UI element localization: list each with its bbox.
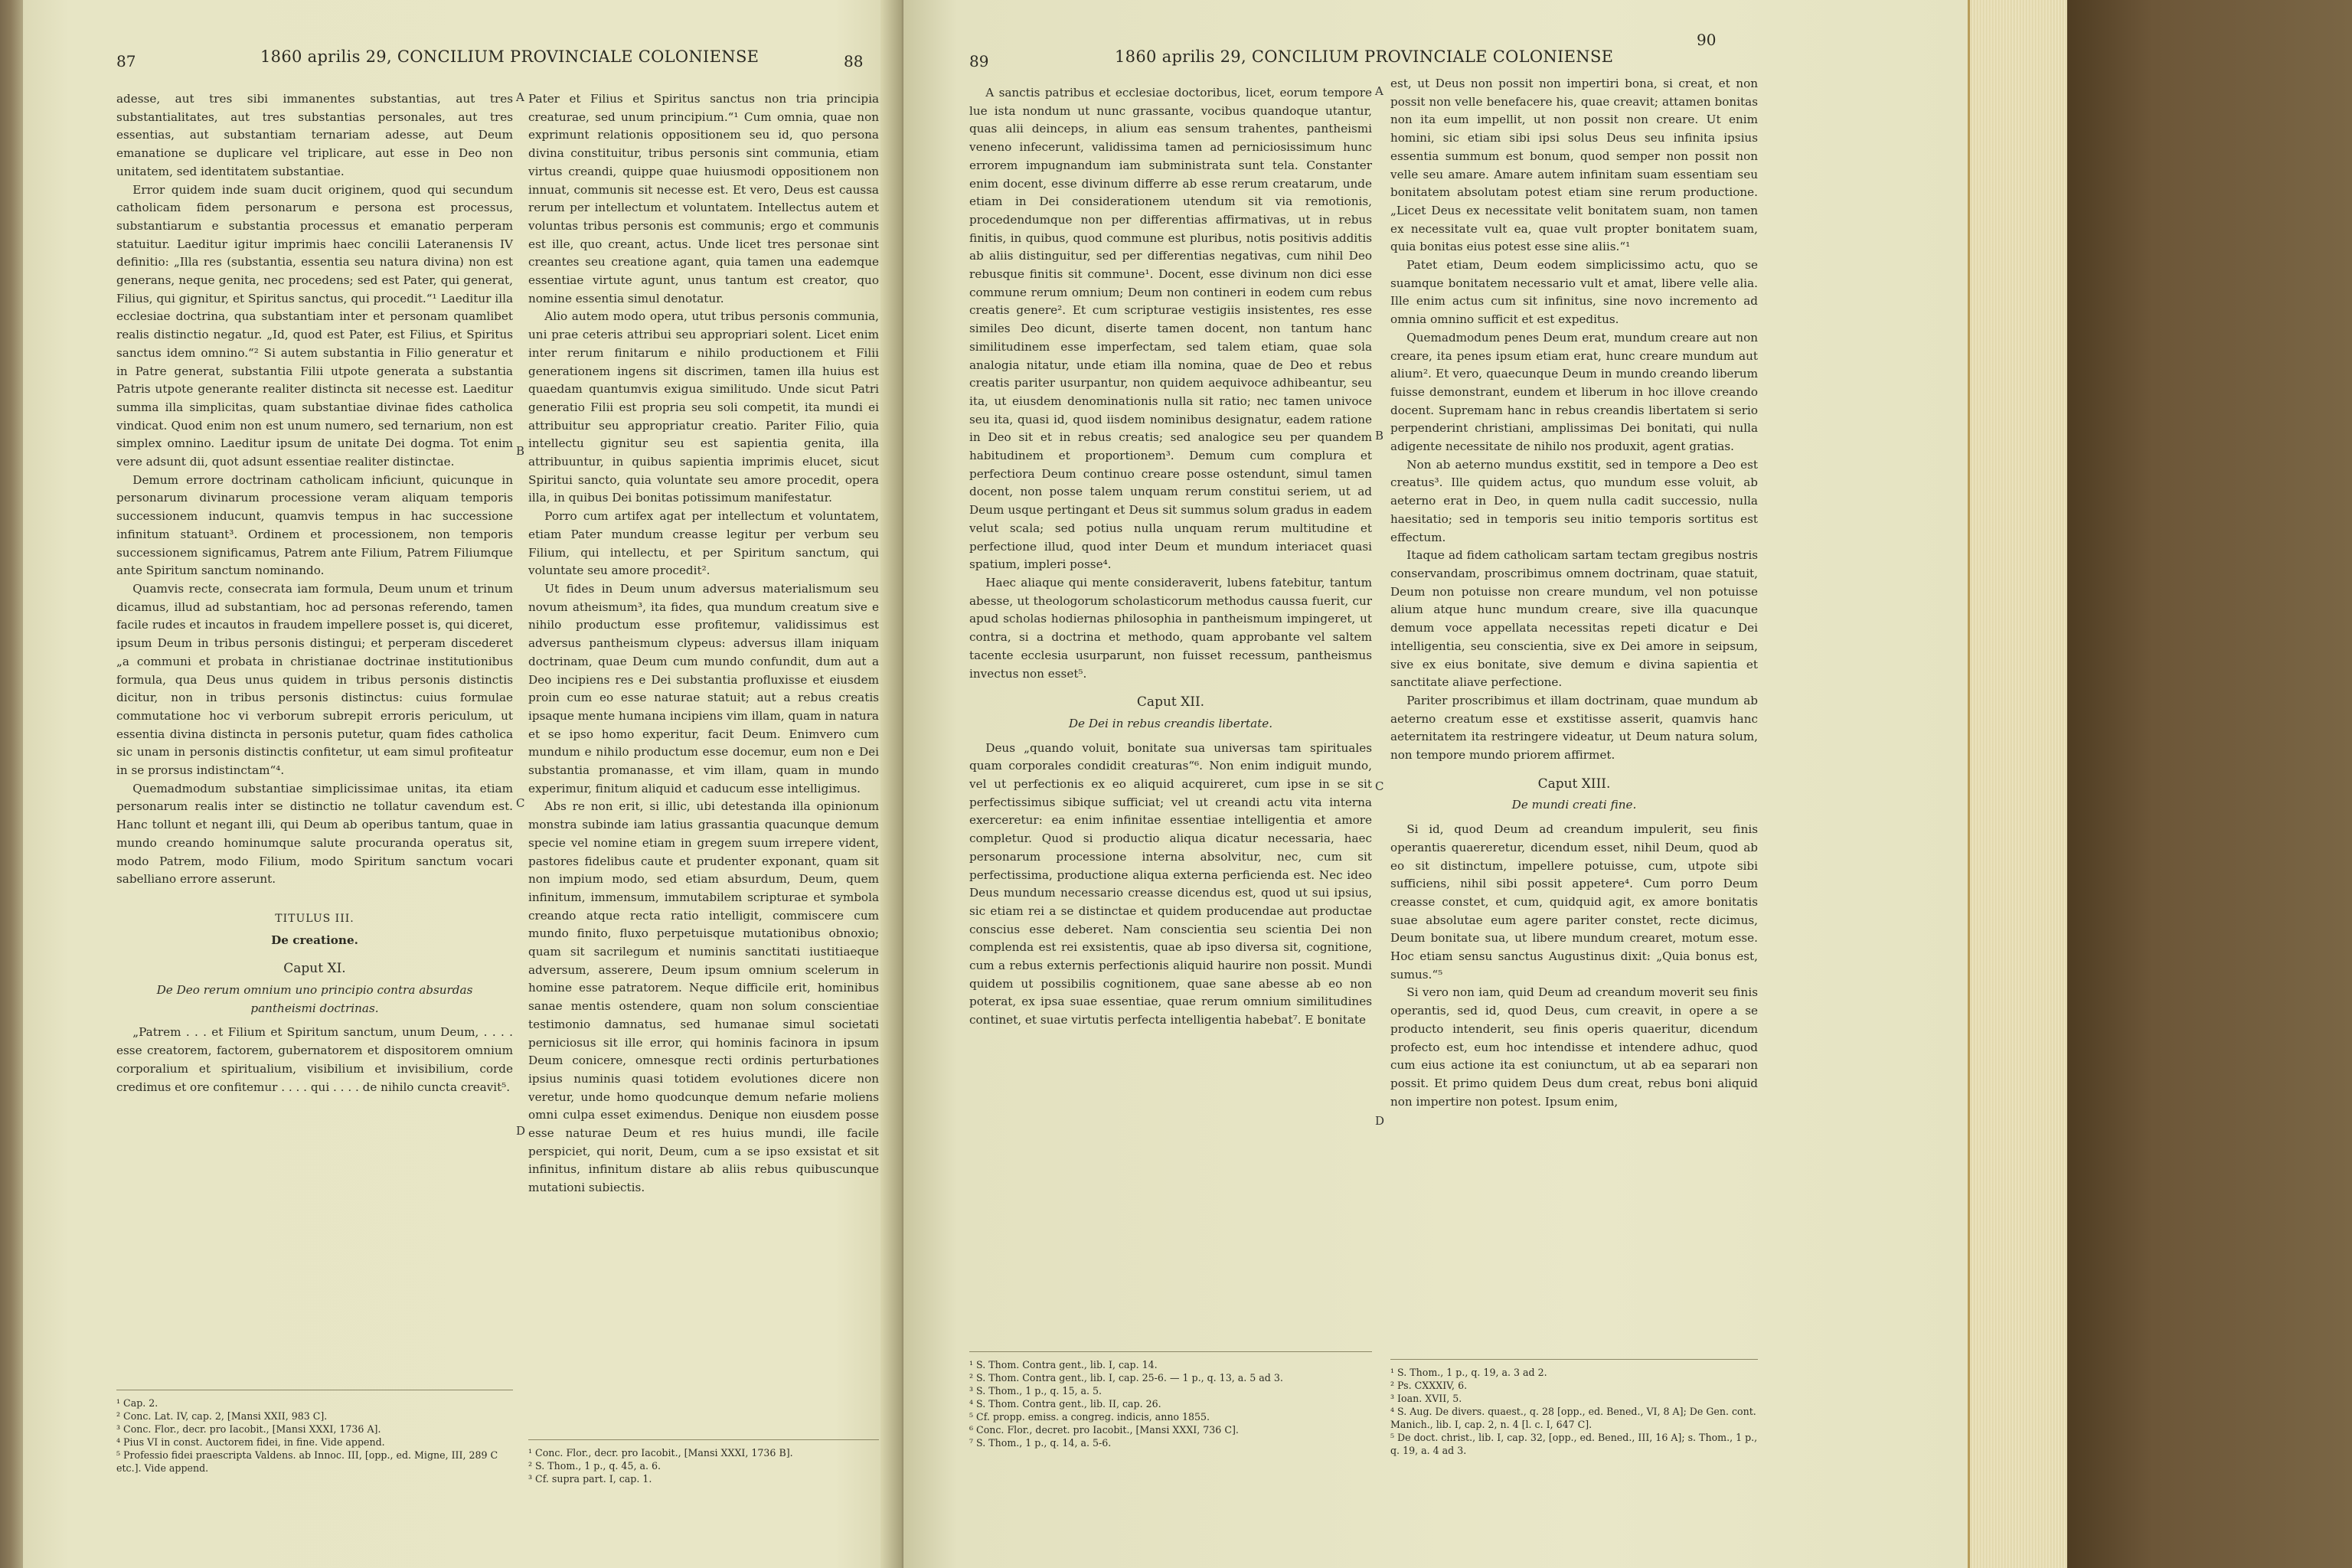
page-number: 87: [116, 52, 136, 70]
paragraph: Non ab aeterno mundus exstitit, sed in tempore a Deo est creatus³. Ille quidem actus, quo mundum esse voluit, ab aeterno erat in Deo, in quem nulla cadit successio, nulla haesitatio; sed in temporis seu initio temporis sortitus est effectum.: [1390, 457, 1758, 544]
paragraph: „Patrem . . . et Filium et Spiritum sanctum, unum Deum, . . . . esse creatorem, factorem, gubernatorem et dispositorem omnium corporalium et spiritualium, visibilium et invisibilium, corde credimus et ore confitemur . . . . qui . . . . de nihilo cuncta creavit⁵.: [116, 1025, 513, 1094]
right-page: [903, 0, 1968, 1568]
caput-heading: Caput XII.: [1136, 694, 1205, 710]
footnote: ⁶ Conc. Flor., decret. pro Iacobit., [Mansi XXXI, 736 C].: [969, 1424, 1239, 1436]
paragraph: Porro cum artifex agat per intellectum et voluntatem, etiam Pater mundum creasse legitur per verbum seu Filium, qui intellectu, et per Spiritum sanctum, qui voluntate seu amore procedit².: [528, 509, 879, 578]
footnote: ³ S. Thom., 1 p., q. 15, a. 5.: [969, 1385, 1102, 1396]
margin-letter: C: [1375, 779, 1384, 793]
paragraph: Demum errore doctrinam catholicam inficiunt, quicunque in personarum divinarum processione veram aliquam temporis successionem inducunt, quamvis tempus in hac successione infinitum statuant³. Ordinem et processionem, non temporis successionem significamus, Patrem ante Filium, Patrem Filiumque ante Spiritum sanctum nominando.: [116, 472, 513, 578]
text-column-2: [528, 90, 879, 1197]
left-page: [23, 0, 896, 1568]
paragraph: Quamvis recte, consecrata iam formula, Deum unum et trinum dicamus, illud ad substantiam, hoc ad personas referendo, tamen facile rudes et incautos in fraudem impellere posset is, qui diceret, ipsum Deum in tribus personis distingui; et perperam discederet „a communi et probata in christianae doctrinae institutionibus formula, qua Deus unus quidem in tribus personis distinctis dicitur, non in tribus personis distinctus: cuius formulae commutatione hoc vi verborum subrepit erroris periculum, ut essentia divina distincta in personis putetur, quam fides catholica sic unam in personis distinctis confitetur, ut eam simul profiteatur in se prorsus indistinctam“⁴.: [116, 581, 513, 778]
page-number: 88: [844, 52, 864, 70]
caput-subheading: De Dei in rebus creandis libertate.: [1068, 716, 1273, 730]
paragraph: Pariter proscribimus et illam doctrinam, quae mundum ab aeterno creatum esse et exstitisse asserit, quamvis hanc aeternitatem ita restringere videatur, ut Deum natura solum, non tempore mundo priorem affirmet.: [1390, 693, 1758, 763]
titulus-heading: TITULUS III.: [275, 912, 354, 925]
page-number: 90: [1697, 31, 1717, 49]
paragraph: Si vero non iam, quid Deum ad creandum moverit seu finis operantis, sed id, quod Deus, cum creavit, in opere a se producto intenderit, seu finis operis quaeritur, dicendum profecto est, eum hoc intendisse et intendere adhuc, quod cum eius actione ita est coniunctum, ut ab ea separari non possit. Et primo quidem Deus dum creat, rebus boni aliquid non impertire non potest. Ipsum enim,: [1390, 985, 1758, 1109]
footnotes: [1390, 1359, 1758, 1457]
caput-heading: Caput XIII.: [1537, 776, 1611, 792]
caput-subheading: De Deo rerum omnium uno principio contra absurdas pantheismi doctrinas.: [156, 983, 473, 1015]
margin-letter: C: [516, 796, 525, 810]
footnote: ² Conc. Lat. IV, cap. 2, [Mansi XXII, 983 C].: [116, 1410, 328, 1422]
running-head: 1860 aprilis 29, CONCILIUM PROVINCIALE COLONIENSE: [1115, 47, 1614, 66]
paragraph: Quemadmodum penes Deum erat, mundum creare aut non creare, ita penes ipsum etiam erat, hunc creare mundum aut alium². Et vero, quaecunque Deum in mundo creando liberum fuisse demonstrant, eundem et liberum in hoc illove creando docent. Supremam hanc in rebus creandis libertatem si serio perpenderint christiani, amplissimas Dei bonitati, qui nulla adigente necessitate de nihilo nos produxit, agent gratias.: [1390, 330, 1758, 454]
paragraph: Quemadmodum substantiae simplicissimae unitas, ita etiam personarum realis inter se distinctio ne tollatur cavendum est. Hanc tollunt et negant illi, qui Deum ab operibus tantum, quae in mundo creando hominumque salute procuranda operatus sit, modo Patrem, modo Filium, modo Spiritum sanctum vocari sabelliano errore asserunt.: [116, 781, 513, 887]
footnote: ⁴ S. Aug. De divers. quaest., q. 28 [opp., ed. Bened., VI, 8 A]; De Gen. cont. Manich., lib. I, cap. 2, n. 4 [l. c. I, 647 C].: [1390, 1406, 1756, 1430]
titulus-subheading: De creatione.: [271, 933, 358, 947]
footnote: ⁴ S. Thom. Contra gent., lib. II, cap. 26.: [969, 1398, 1161, 1410]
footnote: ² S. Thom., 1 p., q. 45, a. 6.: [528, 1460, 661, 1472]
margin-letter: A: [1375, 84, 1383, 98]
paragraph: Error quidem inde suam ducit originem, quod qui secundum catholicam fidem personarum e persona est processus, substantiarum e substantia processus et emanatio perperam statuitur. Laeditur igitur imprimis haec concilii Lateranensis IV definitio: „Illa res (substantia, essentia seu natura divina) non est generans, neque genita, nec procedens; sed est Pater, qui generat, Filius, qui gignitur, et Spiritus sanctus, qui procedit.“¹ Laeditur illa ecclesiae doctrina, qua substantiam inter et personam quamlibet realis distinctio negatur. „Id, quod est Pater, est Filius, et Spiritus sanctus idem omnino.“² Si autem substantia in Filio generatur et in Patre generat, substantia Filii utpote generata a substantia Patris utpote generante realiter distincta sit necesse est. Laeditur summa illa simplicitas, quam substantiae divinae fides catholica vindicat. Quod enim non est unum numero, sed ternarium, non est simplex omnino. Laeditur ipsum de unitate Dei dogma. Tot enim vere adsunt dii, quot adsunt essentiae realiter distinctae.: [116, 182, 513, 469]
book-cover-edge: [2067, 0, 2352, 1568]
paragraph: Patet etiam, Deum eodem simplicissimo actu, quo se suamque bonitatem necessario vult et amat, libere velle alia. Ille enim actus cum sit infinitus, sine novo incremento ad omnia omnino sufficit et est expeditus.: [1390, 258, 1758, 327]
footnote: ¹ Conc. Flor., decr. pro Iacobit., [Mansi XXXI, 1736 B].: [528, 1447, 793, 1459]
paragraph: Itaque ad fidem catholicam sartam tectam gregibus nostris conservandam, proscribimus omnem doctrinam, quae statuit, Deum non potuisse non creare mundum, vel non potuisse alium atque hunc mundum creare, sive illa quacunque demum voce appellata necessitas repeti dicatur e Dei intelligentia, seu conscientia, sive ex Dei amore in seipsum, sive ex eius bonitate, sive demum e divina sapientia et sanctitate aliave perfectione.: [1390, 548, 1758, 690]
footnote: ³ Conc. Flor., decr. pro Iacobit., [Mansi XXXI, 1736 A].: [116, 1423, 381, 1435]
text-column-1: [116, 90, 513, 1096]
footnotes: [528, 1439, 879, 1485]
text-column-1: [969, 84, 1372, 1030]
footnote: ¹ Cap. 2.: [116, 1397, 158, 1409]
footnote: ¹ S. Thom. Contra gent., lib. I, cap. 14.: [969, 1359, 1158, 1370]
running-head: 1860 aprilis 29, CONCILIUM PROVINCIALE COLONIENSE: [260, 47, 760, 66]
caput-subheading: De mundi creati fine.: [1511, 798, 1637, 812]
footnote: ¹ S. Thom., 1 p., q. 19, a. 3 ad 2.: [1390, 1367, 1547, 1378]
paragraph: Haec aliaque qui mente consideraverit, lubens fatebitur, tantum abesse, ut theologorum scholasticorum methodus caussa fuerit, cur apud scholas hodiernas philosophia in pantheismum impingeret, ut contra, si a doctrina et methodo, quam approbante vel saltem tacente ecclesia usurparunt, non fuisset recessum, pantheismus invectus non esset⁵.: [969, 575, 1372, 681]
paragraph: Ut fides in Deum unum adversus materialismum seu novum atheismum³, ita fides, qua mundum creatum sive e nihilo productum esse profitemur, validissimus est adversus pantheismum clypeus: adversus illam iniquam doctrinam, quae Deum cum mundo confundit, dum aut a Deo incipiens res e Dei substantia profluxisse et eiusdem proin cum eo esse naturae statuit; aut a rebus creatis ipsaque mente humana incipiens vim illam, quam in natura et se ipso homo experitur, facit Deum. Enimvero cum mundum e nihilo productum esse docemur, eum non e Dei substantia promanasse, et vim illam, quam in mundo experimur, finitum aliquid et caducum esse intelligimus.: [528, 581, 879, 795]
paragraph: est, ut Deus non possit non impertiri bona, si creat, et non possit non velle benefacere his, quae creavit; attamen bonitas non ita eum impellit, ut non possit non creare. Ut enim homini, sic etiam sibi ipsi solus Deus seu infinita ipsius essentia summum est bonum, quod semper non possit non velle seu amare. Amare autem infinitam suam essentiam seu bonitatem absolutam potest etiam sine rerum productione. „Licet Deus ex necessitate velit bonitatem suam, non tamen ex necessitate vult ea, quae vult propter bonitatem suam, quia bonitas eius potest esse sine aliis.“¹: [1390, 77, 1758, 254]
footnote: ⁷ S. Thom., 1 p., q. 14, a. 5-6.: [969, 1437, 1112, 1449]
margin-letter: D: [1375, 1114, 1385, 1128]
margin-letter: D: [516, 1124, 526, 1138]
footnote: ⁵ Professio fidei praescripta Valdens. ab Innoc. III, [opp., ed. Migne, III, 289 C etc.]. Vide append.: [116, 1449, 498, 1474]
text-column-2: [1390, 75, 1758, 1111]
margin-letter: A: [516, 90, 524, 104]
footnote: ² Ps. CXXXIV, 6.: [1390, 1380, 1468, 1391]
footnote: ⁵ De doct. christ., lib. I, cap. 32, [opp., ed. Bened., III, 16 A]; s. Thom., 1 p., q. 19, a. 4 ad 3.: [1390, 1432, 1758, 1456]
page-number: 89: [969, 52, 989, 70]
footnotes: [969, 1351, 1372, 1449]
margin-letter: B: [1375, 429, 1384, 443]
paragraph: Si id, quod Deum ad creandum impulerit, seu finis operantis quaereretur, dicendum esset, nihil Deum, quod ab eo sit distinctum, impellere potuisse, cum, utpote sibi sufficiens, nihil sibi possit appetere⁴. Cum porro Deum creasse constet, et cum, quidquid agit, ex amore bonitatis suae absolutae eum agere pariter constet, recte dicimus, Deum bonitate sua, ut libere mundum crearet, motum esse. Hoc etiam sensu sanctus Augustinus dixit: „Quia bonus est, sumus.“⁵: [1390, 822, 1758, 982]
paragraph: A sanctis patribus et ecclesiae doctoribus, licet, eorum tempore lue ista nondum ut nunc grassante, vocibus quandoque utantur, quas alii deinceps, in alium eas sensum trahentes, pantheismi veneno infecerunt, validissima tamen ad perniciosissimum hunc errorem impugnandum iam subministrata sunt tela. Constanter enim docent, esse divinum differre ab esse rerum creatarum, unde etiam in Dei considerationem utendum sit via remotionis, procedendumque non per differentias affirmativas, ut in rebus finitis, in quibus, quod commune est pluribus, notis positivis additis ab aliis distinguitur, sed per differentias negativas, cum nihil Deo rebusque finitis sit commune¹. Docent, esse divinum non dici esse commune rerum omnium; Deum non contineri in eodem cum rebus creatis genere². Et cum scripturae vestigiis insistentes, res esse similes Deo dicunt, diserte tamen docent, non tantum hanc similitudinem esse imperfectam, sed talem etiam, quae sola analogia nitatur, unde etiam illa nomina, quae de Deo et rebus creatis pariter usurpantur, non quidem aequivoce adhibeantur, seu ita, ut eiusdem denominationis nulla sit ratio; nec tamen univoce seu ita, quasi id, quod iisdem nominibus designatur, eadem ratione in Deo sit et in rebus creatis; sed analogice seu per quandem habitudinem et proportionem³. Demum cum complura et perfectiora Deum continuo creare posse ostendunt, simul tamen docent, non posse talem unquam rerum constitui seriem, ut ad Deum usque pertingant et Deus sit summus solum gradus in eadem velut scala; sed potius nulla unquam rerum multitudine et perfectione illud, quod inter Deum et mundum interiacet quasi spatium, impleri posse⁴.: [969, 86, 1372, 572]
paragraph: Abs re non erit, si illic, ubi detestanda illa opinionum monstra subinde iam latius grassantia quacunque demum specie vel nomine etiam in gregem suum irrepere vident, pastores fidelibus caute et prudenter exponant, quam sit non impium modo, sed etiam absurdum, Deum, quem infinitum, immensum, immutabilem scripturae et symbola creando atque recta ratio intelligit, commiscere cum mundo finito, fluxo perpetuisque mutationibus obnoxio; quam sit sacrilegum et numinis sanctitati iustitiaeque adversum, asserere, Deum ipsum omnium scelerum in homine esse patratorem. Neque difficile erit, hominibus sanae mentis ostendere, quam non solum conscientiae testimonio damnatus, sed humanae simul societati perniciosus sit ille error, qui hominis facinora in ipsum Deum conicere, omnesque recti ordinis perturbationes ipsius numinis quasi totidem evolutiones dicere non veretur, unde homo quodcunque demum nefarie moliens omni culpa esset eximendus. Denique non eiusdem posse esse naturae Deum et res huius mundi, ille facile perspiciet, qui norit, Deum, cum a se ipso exsistat et sit infinitus, infinitum distare ab aliis rebus quibuscunque mutationi subiectis.: [528, 799, 879, 1195]
footnotes: [116, 1390, 513, 1475]
book-page-edges: [1968, 0, 2069, 1568]
paragraph: adesse, aut tres sibi immanentes substantias, aut tres substantialitates, aut tres substantias personales, aut tres essentias, aut substantiam ternariam adesse, aut Deum emanatione se duplicare vel triplicare, aut esse in Deo non unitatem, sed identitatem substantiae.: [116, 92, 513, 178]
footnote: ² S. Thom. Contra gent., lib. I, cap. 25-6. — 1 p., q. 13, a. 5 ad 3.: [969, 1372, 1283, 1383]
footnote: ³ Ioan. XVII, 5.: [1390, 1393, 1462, 1404]
paragraph: Alio autem modo opera, utut tribus personis communia, uni prae ceteris attribui seu appropriari solent. Licet enim inter rerum finitarum e nihilo productionem et Filii generationem ingens sit discrimen, tamen illa huius est quaedam quantumvis exigua similitudo. Unde sicut Patri generatio Filii est propria seu soli competit, ita mundi ei attribuitur seu appropriatur creatio. Pariter Filio, quia intellectu gignitur seu est sapientia genita, illa attribuuntur, in quibus sapientia imprimis elucet, sicut Spiritui sancto, quia voluntate seu amore procedit, opera illa, in quibus Dei bonitas potissimum manifestatur.: [528, 309, 879, 505]
paragraph: Pater et Filius et Spiritus sanctus non tria principia creaturae, sed unum principium.“¹ Cum omnia, quae non exprimunt relationis oppositionem seu id, quo persona divina constituitur, tribus personis sint communia, etiam virtus creandi, quippe quae huiusmodi oppositionem non innuat, communis sit necesse est. Et vero, Deus est caussa rerum per intellectum et voluntatem. Intellectus autem et voluntas tribus personis est communis; ergo et communis est ille, quo creant, actus. Unde licet tres personae sint creantes seu creatione agant, quia tamen una eademque essentiae virtute agunt, unus tantum est creator, quo nomine essentia simul denotatur.: [528, 92, 879, 305]
margin-letter: B: [516, 444, 525, 458]
footnote: ⁴ Pius VI in const. Auctorem fidei, in fine. Vide append.: [116, 1436, 385, 1448]
footnote: ³ Cf. supra part. I, cap. 1.: [528, 1473, 652, 1485]
paragraph: Deus „quando voluit, bonitate sua universas tam spirituales quam corporales condidit creaturas“⁶. Non enim indiguit mundo, vel ut perfectionis ex eo aliquid acquireret, cum ipse in se sit perfectissimus sibique sufficiat; vel ut creandi actu vita interna exerceretur: ea enim infinitae essentiae intelligentia et amore completur. Quod si productio aliqua dicatur necessaria, haec personarum processione interna absolvitur, nec, cum sit perfectissima, productione aliqua externa perficienda est. Nec ideo Deus mundum necessario creasse dicendus est, quod ut sui ipsius, sic etiam rei a se distinctae et quidem producendae aut productae conscius esse deberet. Nam conscientia seu scientia Dei non complenda est rei exsistentis, quae ab ipso diversa sit, cognitione, cum a rebus externis perfectionis aliquid haurire non possit. Mundi quidem ut possibilis cognitionem, quae sane abesse ab eo non poterat, ex ipsa suae essentiae, quae rerum omnium similitudines continet, et suae virtutis perfecta intelligentia habebat⁷. E bonitate: [969, 740, 1372, 1027]
caput-heading: Caput XI.: [283, 961, 346, 977]
footnote: ⁵ Cf. propp. emiss. a congreg. indicis, anno 1855.: [969, 1411, 1210, 1423]
